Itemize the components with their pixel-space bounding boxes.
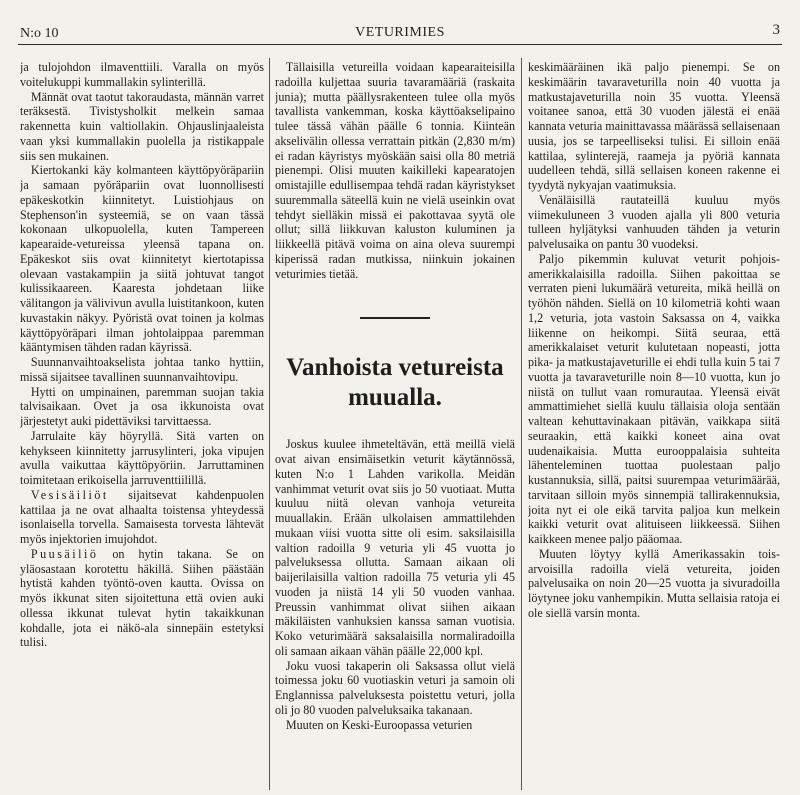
column-rule-right [521,58,522,790]
paragraph: Tällaisilla vetureilla voidaan kapearaiteisilla radoilla kuljettaa suuria tavaramääriä (raskaita junia); mutta päällysrakenteen tulee olla myös tavallista vankemman, koska käyttöakselipaino tulee tässä vähän päälle 6 tonnia. Kiinteän akselivälin ollessa verrattain pitkän (2,830 m/m) ei radan käyristys myöskään saisi olla 80 metriä pienempi. Olisi muuten kaikilleki kapearatojen omistajille edullisempaa tehdä radan käyristykset suuremmalla säteellä kuin ne vielä useinkin ovat tehdyt sielläkin missä ei pakottavaa syytä ole ollut; sillä liikkuvan kaluston kuluminen ja liikkeellä pitävä voima on aina oleva suurempi kiperissä radan mutkissa, niinkuin jokainen veturimies tietää. [275,60,515,281]
paragraph-text: sijaitsevat kahdenpuolen kattilaa ja ne ovat alhaalta toistensa yhteydessä isonlaisella torvella. Samaisesta torvesta lähtevät myös injektorien imujohdot. [20,487,264,546]
paragraph: Paljo pikemmin kuluvat veturit pohjois-amerikkalaisilla radoilla. Siihen pakoittaa se verraten pieni lukumäärä vetureita, mikä heillä on työhön nähden. Siellä on 10 kilometriä kohti waan 1,2 veturia, jota vastoin Saksassa on 4, vaikka liikenne on heikompi. Siitä seuraa, että amerikkalaiset veturit kulutetaan nopeasti, jotta pika- ja matkustajaveturille ei ehdi tulla kuin 5 tai 7 vuotta ja tavaraveturille noin 8—10 vuotta, kun jo niistä on tullut vaan romurautaa. Yleensä eivät ammattimiehet siellä kuulu tällaisia oloja sentään valtean kehuttavinakaan pitävän, vaikkapa siitä seuraakin, että kaikki koneet aina ovat uudenaikaisia. Mutta eurooppalaisia suhteita lähenteleminen tuottaa puolestaan paljo kustannuksia, sillä, paitsi suurempaa veturimäärää, tarvitaan silloin myös sinnempiä tallirakennuksia, joita nyt ei ole eikä tarvita paljoa kun melkein kaikki veturit ovat alituiseen liikkeessä. Siihen kaikkeen menee paljo pääomaa. [528,251,780,546]
column-left [20,60,264,788]
paragraph: Suunnanvaihtoakselista johtaa tanko hyttiin, missä sijaitsee tavallinen suunnanvaihtovipu. [20,355,264,384]
section-lead: Puusäiliö [30,546,99,561]
masthead: VETURIMIES [355,25,445,40]
article-title: Vanhoista vetureista muualla. [286,354,504,412]
column-middle [275,60,515,788]
paragraph [20,488,264,547]
paragraph: Männät ovat taotut takoraudasta, männän varret teräksestä. Tivistysholkit melkein samaa rakennetta kuin valtiollakin. Ohjauslinjaaleista vaan yksi kummallakin puolella ja ristikappale siis sen mukainen. [20,89,264,163]
paragraph: Joskus kuulee ihmeteltävän, että meillä vielä ovat aivan ensimäisetkin veturit käytännössä, kuten N:o 1 Lahden varikolla. Meidän vanhimmat veturit ovat siis jo 50 vuotiaat. Mutta kuuluu niitä olevan vanhoja vetureita muuallakin. Erään ulkolaisen ammattilehden mukaan viisi vuotta sitte oli esim. saksilaisilla valtion radoilla 9 veturia yli 45 vuotta jo palveluksessa ollutta. Samaan aikaan oli baijerilaisilla valtion radoilla 75 veturia yli 45 vuoden ja niistä 14 yli 50 vuoden vanhaa. Preussin vanhimmat olivat siihen aikaan mäkiläisten vanhuksien kanssa saman vuotisia. Koko veturimäärä saksalaisilla normaliradoilla oli samaan aikaan vähän päälle 22,000 kpl. [275,437,515,658]
paragraph: Jarrulaite käy höyryllä. Sitä varten on kehykseen kiinnitetty jarrusylinteri, joka vipujen avulla vaikuttaa käyttöpyöriin. Jarruttaminen toimitetaan erikoisella jarruventtiilillä. [20,428,264,487]
paragraph: Venäläisillä rautateillä kuuluu myös viimekuluneen 3 vuoden ajalla yli 800 veturia tulleen hyljätyksi vanhuuden tähden ja veturin palvelusaika on pantu 30 vuodeksi. [528,192,780,251]
paragraph: keskimääräinen ikä paljo pienempi. Se on keskimäärin tavaraveturilla noin 40 vuotta ja matkustajaveturilla noin 35 vuotta. Yleensä voitanee sanoa, että 30 vuoden jälestä ei enää kannata veturia mainittavassa määrässä sellaisenaan uusia, jos se tarpeelliseksi tulisi. Ei silloin enää kattilaa, sylinterejä, raamejа ja pyöriä kannata uudelleen tehdä, sillä sellaisen koneen rakenne ei tyydytä nykyajan vaatimuksia. [528,60,780,192]
paragraph: Kiertokanki käy kolmanteen käyttöpyöräpariin ja samaan pyöräpariin ovat luonnollisesti epäkeskotkin kiinnitetyt. Luistiohjaus on Stephenson'in systeemiä, se on vaan tässä kokonaan ulkopuolella, kuten Tampereen kapearaide-vetureissa yleensä tapana on. Epäkeskot siis ovat kiinnitetyt kiertotapissa olevaan vastakampiin ja siitä johtuvat tangot kulissikaareen. Kaaresta johdetaan liike välitangon ja välivivun avulla luistitankoon, kuten kuvastakin näkyy. Pyöristä ovat toinen ja kolmas käyttöpyöräpari ilman johtolaippaa paremman kääntymisen tähden radan käyrissä. [20,163,264,355]
paragraph: Muuten on Keski-Euroopassa veturien [285,717,473,732]
paragraph: Joku vuosi takaperin oli Saksassa ollut vielä toimessa joku 60 vuotiaskin veturi ja samoin oli Englannissa palveluksesta poistettu veturi, jolla oli jo 80 vuoden palveluksaika takanaan. [275,658,515,717]
issue-number: N:o 10 [20,26,59,41]
section-lead: Vesisäiliöt [30,487,109,502]
paragraph: Muuten löytyy kyllä Amerikassakin tois-arvoisilla radoilla vielä vetureita, joiden palvelusaika on noin 20—25 vuotta ja sivuradoilla löytynee joku vanhempikin. Mutta sellaisia ratoja ei ole siellä varsin monta. [528,546,780,620]
paragraph: ja tulojohdon ilmaventtiili. Varalla on myös voitelukuppi kummallakin sylinterillä. [20,60,264,89]
paragraph [20,547,264,650]
column-rule-left [269,58,270,790]
paragraph: Hytti on umpinainen, paremman suojan takia talvisaikaan. Ovet ja osa ikkunoista ovat järjestetyt auki pidettäviksi tarvittaessa. [20,384,264,428]
article-separator [360,317,430,319]
column-right [528,60,780,788]
page-header [18,22,782,45]
paragraph-text: on hytin takana. Se on yläosastaan korotettu häkillä. Siihen päästään hytistä kahden työntö-oven kautta. Ovissa on myös ikkunat siten sijoitettuna että ovien auki ollessa ikkunat tulevat hytin takaikkunan kohdalle, jota ei näkö-ala sinnepäin estetyksi tulisi. [20,546,264,650]
page-number: 3 [772,22,780,38]
